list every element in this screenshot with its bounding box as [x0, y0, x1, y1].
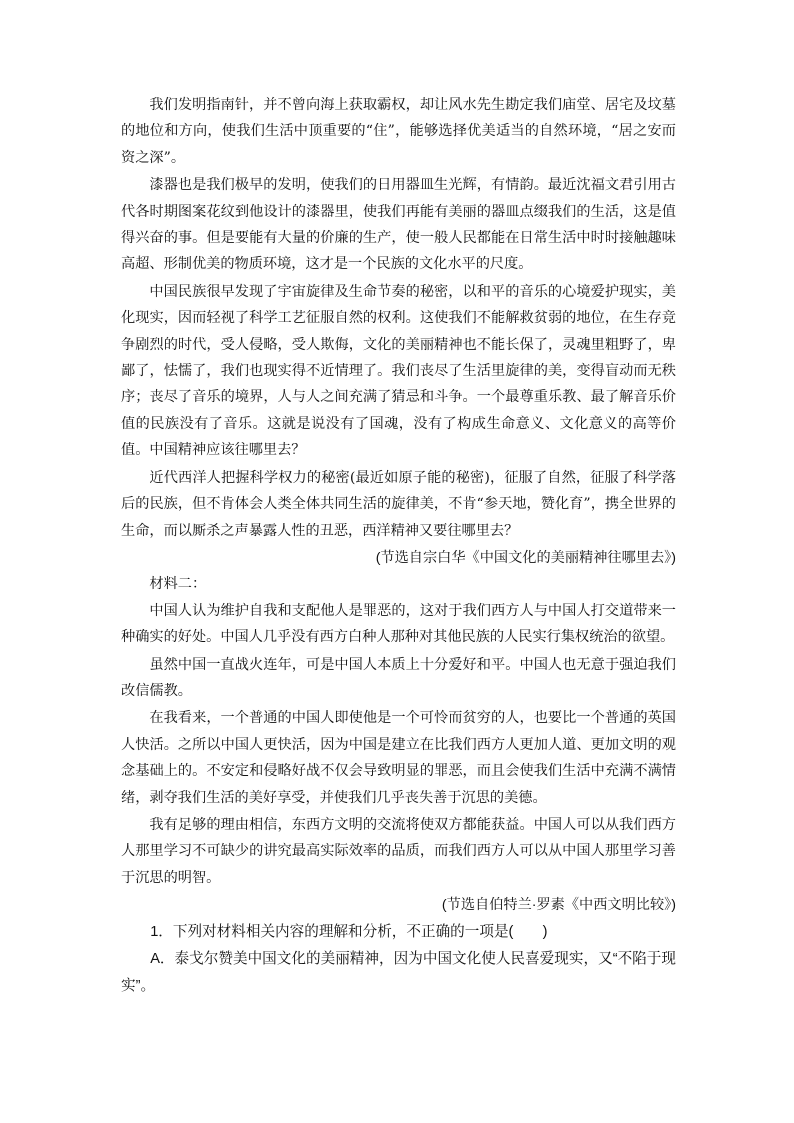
material2-paragraph-3: 在我看来，一个普通的中国人即使他是一个可怜而贫穷的人，也要比一个普通的英国人快活。之所以中国人更快活，因为中国是建立在比我们西方人更加人道、更加文明的观念基础上的。不安定和侵略好战不仅会导致明显的罪恶，而且会使我们生活中充满不满情绪，剥夺我们生活的美好享受，并使我们几乎丧失善于沉思的美德。 — [121, 710, 676, 806]
material2-paragraph-1: 中国人认为维护自我和支配他人是罪恶的，这对于我们西方人与中国人打交道带来一种确实的好处。中国人几乎没有西方白种人那种对其他民族的人民实行集权统治的欲望。 — [121, 602, 676, 646]
material1-paragraph-1: 我们发明指南针，并不曾向海上获取霸权，却让风水先生勘定我们庙堂、居宅及坟墓的地位和方向，使我们生活中顶重要的“住”，能够选择优美适当的自然环境，“居之安而资之深”。 — [121, 97, 676, 166]
material-two — [121, 571, 676, 918]
document-body — [121, 92, 676, 1000]
material1-paragraph-3: 中国民族很早发现了宇宙旋律及生命节奏的秘密，以和平的音乐的心境爱护现实，美化现实，因而轻视了科学工艺征服自然的权利。这使我们不能解救贫弱的地位，在生存竞争剧烈的时代，受人侵略，受人欺侮，文化的美丽精神也不能长保了，灵魂里粗野了，卑鄙了，怯懦了，我们也现实得不近情理了。我们丧尽了生活里旋律的美，变得盲动而无秩序；丧尽了音乐的境界，人与人之间充满了猜忌和斗争。一个最尊重乐教、最了解音乐价值的民族没有了音乐。这就是说没有了国魂，没有了构成生命意义、文化意义的高等价值。中国精神应该往哪里去？ — [121, 283, 676, 459]
material2-paragraph-4: 我有足够的理由相信，东西方文明的交流将使双方都能获益。中国人可以从我们西方人那里学习不可缺少的讲究最高实际效率的品质，而我们西方人可以从中国人那里学习善于沉思的明智。 — [121, 816, 676, 886]
question1-stem: 1．下列对材料相关内容的理解和分析，不正确的一项是( ) — [150, 923, 548, 940]
material2-source: (节选自伯特兰·罗素《中西文明比较》) — [441, 897, 676, 914]
question-one — [121, 919, 676, 1000]
material2-label: 材料二： — [149, 576, 207, 593]
material1-source: (节选自宗白华《中国文化的美丽精神往哪里去》) — [375, 549, 676, 566]
material1-paragraph-2: 漆器也是我们极早的发明，使我们的日用器皿生光辉，有情韵。最近沈福文君引用古代各时期图案花纹到他设计的漆器里，使我们再能有美丽的器皿点缀我们的生活，这是值得兴奋的事。但是要能有大量的价廉的生产，使一般人民都能在日常生活中时时接触趣味高超、形制优美的物质环境，这才是一个民族的文化水平的尺度。 — [121, 177, 676, 273]
material-one — [121, 92, 676, 571]
material1-paragraph-4: 近代西洋人把握科学权力的秘密(最近如原子能的秘密)，征服了自然，征服了科学落后的民族，但不肯体会人类全体共同生活的旋律美，不肯“参天地，赞化育”，携全世界的生命，而以厮杀之声暴露人性的丑恶，西洋精神又要往哪里去？ — [121, 469, 676, 539]
question1-option-a: A．泰戈尔赞美中国文化的美丽精神，因为中国文化使人民喜爱现实，又“不陷于现实”。 — [121, 950, 676, 994]
material2-paragraph-2: 虽然中国一直战火连年，可是中国人本质上十分爱好和平。中国人也无意于强迫我们改信儒教。 — [121, 656, 676, 699]
